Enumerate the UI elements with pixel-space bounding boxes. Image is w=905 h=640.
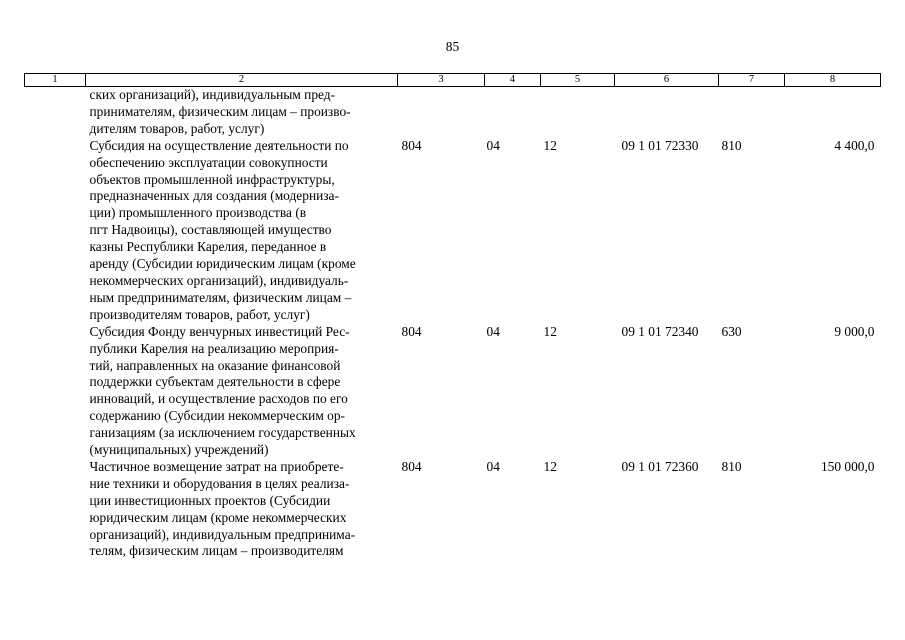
target-article-code: 09 1 01 72340 bbox=[621, 323, 699, 339]
amount: 4 400,0 bbox=[834, 137, 875, 153]
description-line: предназначенных для создания (модерниза- bbox=[89, 188, 339, 204]
column-header-7: 7 bbox=[719, 74, 785, 87]
section-code: 04 bbox=[486, 137, 500, 153]
page-number: 85 bbox=[445, 39, 460, 54]
column-header-1: 1 bbox=[25, 74, 86, 87]
section-code: 04 bbox=[486, 458, 500, 474]
description-line: объектов промышленной инфраструктуры, bbox=[89, 171, 335, 187]
description-line: поддержки субъектам деятельности в сфере bbox=[89, 374, 341, 390]
ministry-code: 804 bbox=[401, 323, 422, 339]
description-line: организаций), индивидуальным предпринима- bbox=[89, 526, 356, 542]
description-line: публики Карелия на реализацию мероприя- bbox=[89, 340, 339, 356]
expense-type-code: 810 bbox=[721, 458, 742, 474]
description-line: ских организаций), индивидуальным пред- bbox=[89, 87, 336, 102]
description-line: инноваций, и осуществление расходов по его bbox=[89, 391, 348, 407]
description-line: телям, физическим лицам – производителям bbox=[89, 543, 344, 559]
ministry-code: 804 bbox=[401, 137, 422, 153]
target-article-code: 09 1 01 72360 bbox=[621, 458, 699, 474]
expense-type-code: 810 bbox=[721, 137, 742, 153]
table-row bbox=[25, 459, 881, 560]
table-row-continuation bbox=[25, 87, 881, 138]
column-header-2: 2 bbox=[86, 74, 398, 87]
target-article-code: 09 1 01 72330 bbox=[621, 137, 699, 153]
row-description bbox=[86, 324, 398, 459]
subsection-code: 12 bbox=[543, 137, 557, 153]
column-header-4: 4 bbox=[485, 74, 541, 87]
description-line: содержанию (Субсидии некоммерческим ор- bbox=[89, 408, 345, 424]
description-line: Субсидия на осуществление деятельности по bbox=[89, 137, 349, 153]
row-description bbox=[86, 459, 398, 560]
expense-type-code: 630 bbox=[721, 323, 742, 339]
budget-table bbox=[24, 73, 881, 560]
description-line: юридическим лицам (кроме некоммерческих bbox=[89, 509, 347, 525]
table-row bbox=[25, 138, 881, 324]
description-line: казны Республики Карелия, переданное в bbox=[89, 239, 327, 255]
description-line: дителям товаров, работ, услуг) bbox=[89, 120, 265, 136]
table-row bbox=[25, 324, 881, 459]
row-description bbox=[86, 138, 398, 324]
column-header-3: 3 bbox=[398, 74, 485, 87]
description-line: Субсидия Фонду венчурных инвестиций Рес- bbox=[89, 323, 350, 339]
description-line: аренду (Субсидии юридическим лицам (кроме bbox=[89, 256, 356, 272]
description-line: тий, направленных на оказание финансовой bbox=[89, 357, 341, 373]
header-row bbox=[25, 74, 881, 87]
description-line: обеспечению эксплуатации совокупности bbox=[89, 154, 328, 170]
description-line: ции) промышленного производства (в bbox=[89, 205, 307, 221]
description-line: производителям товаров, работ, услуг) bbox=[89, 306, 310, 322]
description-line: Частичное возмещение затрат на приобрете- bbox=[89, 458, 344, 474]
continuation-description bbox=[86, 87, 398, 138]
column-header-6: 6 bbox=[615, 74, 719, 87]
subsection-code: 12 bbox=[543, 323, 557, 339]
column-header-8: 8 bbox=[785, 74, 881, 87]
description-line: пгт Надвоицы), составляющей имущество bbox=[89, 222, 332, 238]
description-line: ным предпринимателям, физическим лицам – bbox=[89, 289, 352, 305]
description-line: (муниципальных) учреждений) bbox=[89, 442, 269, 458]
description-line: ганизациям (за исключением государственных bbox=[89, 425, 356, 441]
amount: 9 000,0 bbox=[834, 323, 875, 339]
column-header-5: 5 bbox=[541, 74, 615, 87]
section-code: 04 bbox=[486, 323, 500, 339]
amount: 150 000,0 bbox=[820, 458, 875, 474]
description-line: некоммерческих организаций), индивидуаль- bbox=[89, 272, 349, 288]
description-line: ние техники и оборудования в целях реализа- bbox=[89, 475, 350, 491]
subsection-code: 12 bbox=[543, 458, 557, 474]
ministry-code: 804 bbox=[401, 458, 422, 474]
description-line: ции инвестиционных проектов (Субсидии bbox=[89, 492, 331, 508]
description-line: принимателям, физическим лицам – произво- bbox=[89, 103, 351, 119]
